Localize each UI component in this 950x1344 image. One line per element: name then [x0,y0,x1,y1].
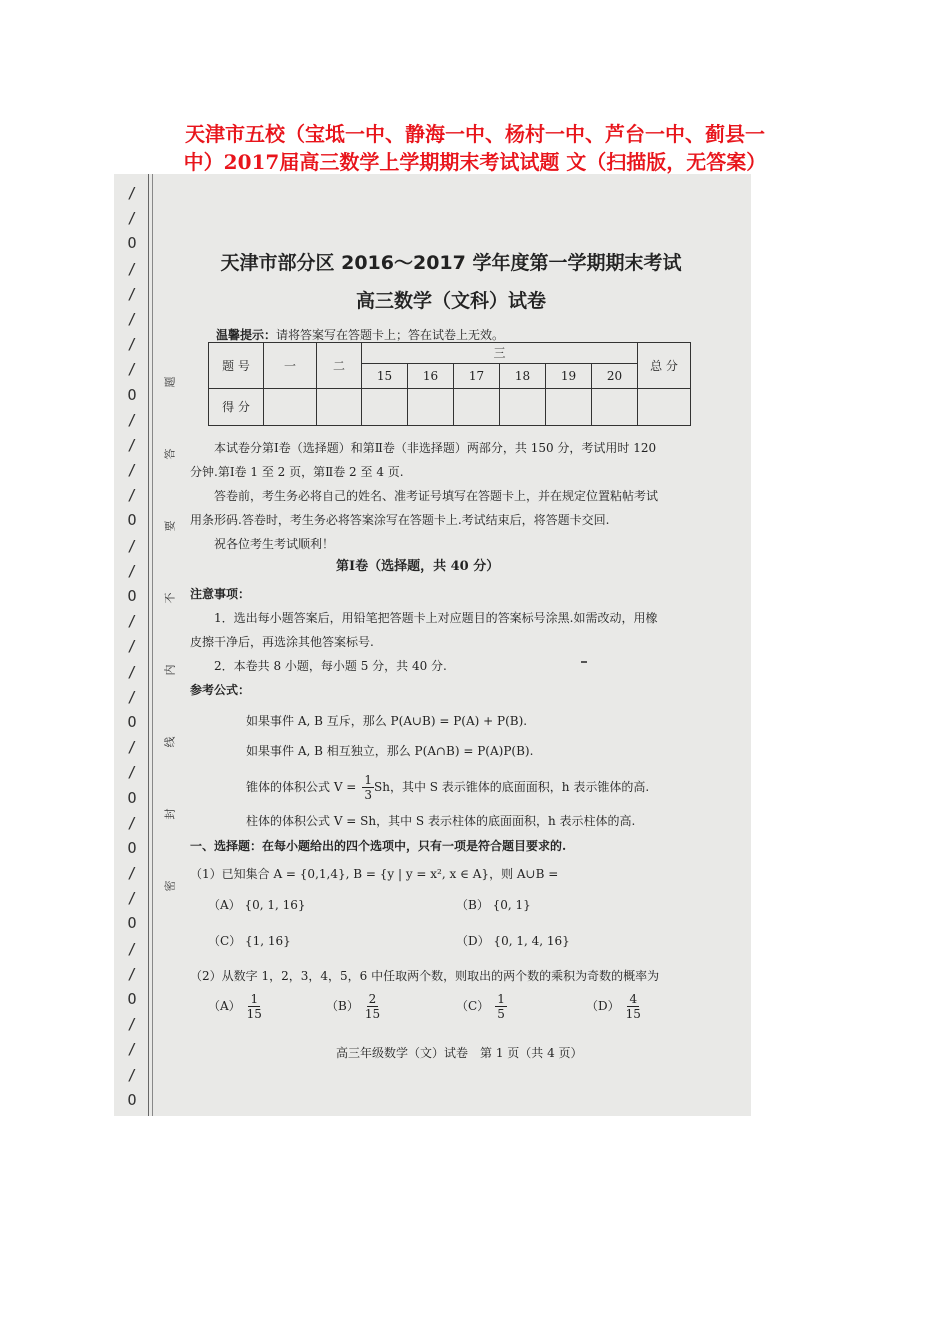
option-label: （B） [326,999,359,1013]
section-heading: 第Ⅰ卷（选择题，共 40 分） [336,559,500,574]
binding-label: 线 [163,736,176,748]
binding-strip [120,184,144,1109]
document-title [60,120,890,176]
option-fraction [247,992,262,1021]
binding-mark: O [127,385,137,404]
score-row1-label: 题 号 [209,343,264,389]
q2-option-a [208,992,262,1021]
intro-line: 分钟.第Ⅰ卷 1 至 2 页，第Ⅱ卷 2 至 4 页. [190,465,404,479]
binding-mark: / [127,1015,137,1034]
score-cell [317,389,362,426]
binding-mark: / [127,763,137,782]
binding-mark: / [127,335,137,354]
score-cell [638,389,691,426]
fraction-one-third [362,773,374,802]
binding-mark: / [127,410,137,429]
note-line: 1．选出每小题答案后，用铅笔把答题卡上对应题目的答案标号涂黑.如需改动，用橡 [214,611,658,625]
q2-option-d [586,992,641,1021]
score-cell [264,389,317,426]
binding-mark: / [127,435,137,454]
note-line: 皮擦干净后，再选涂其他答案标号. [190,635,374,649]
score-sub-col: 16 [408,364,454,389]
q1-option-b: （B） {0, 1} [456,898,531,912]
option-fraction [365,992,380,1021]
binding-mark: O [127,712,137,731]
score-sub-col: 17 [454,364,500,389]
formula-3-pre: 锥体的体积公式 V = [246,780,357,794]
score-cell [592,389,638,426]
formula-line [246,772,716,802]
intro-line: 祝各位考生考试顺利！ [214,537,335,551]
formula-title: 参考公式： [190,683,251,697]
q2-option-c [456,992,507,1021]
q1-option-d: （D） {0, 1, 4, 16} [456,934,570,948]
fraction-denominator: 3 [364,788,372,802]
question-2: （2）从数字 1，2，3，4，5，6 中任取两个数，则取出的两个数的乘积为奇数的概率为 [190,969,660,983]
binding-mark: / [127,184,137,202]
formula-line: 如果事件 A, B 互斥，那么 P(A∪B) = P(A) + P(B). [246,714,528,728]
fraction-numerator: 1 [364,773,372,787]
binding-mark: / [127,284,137,303]
binding-mark: / [127,461,137,480]
fraction-numerator: 1 [497,992,505,1006]
q1-option-c: （C） {1, 16} [208,934,291,948]
binding-mark: O [127,788,137,807]
title-line-1: 天津市五校（宝坻一中、静海一中、杨村一中、芦台一中、蓟县一 [185,122,765,146]
title-line-2: 中）2017届高三数学上学期期末考试试题 文（扫描版，无答案） [183,150,767,174]
page-footer: 高三年级数学（文）试卷 第 1 页（共 4 页） [336,1046,583,1060]
option-fraction [495,992,507,1021]
binding-mark: / [127,259,137,278]
binding-mark: / [127,889,137,908]
fraction-denominator: 15 [364,1007,381,1021]
binding-label: 密 [163,880,176,892]
binding-mark: O [127,838,137,857]
binding-label: 答 [163,448,176,460]
binding-mark: / [127,1065,137,1084]
binding-mark: / [127,1040,137,1059]
binding-mark: O [127,990,137,1008]
score-row2-label: 得 分 [209,389,264,426]
binding-mark: / [127,813,137,832]
question-1: （1）已知集合 A = {0,1,4}, B = {y | y = x², x ∈ A}，则 A∪B = [190,867,559,881]
fraction-numerator: 2 [368,992,377,1006]
option-label: （D） [586,999,620,1013]
binding-mark: / [127,637,137,656]
score-col-3: 三 [362,343,638,364]
binding-line-inner [152,174,153,1116]
question-section: 一、选择题：在每小题给出的四个选项中，只有一项是符合题目要求的. [190,839,567,853]
notes-title: 注意事项： [190,587,251,601]
intro-block [190,436,710,556]
score-sub-col: 20 [592,364,638,389]
exam-subtitle: 高三数学（文科）试卷 [355,290,546,312]
score-table [208,342,691,426]
binding-line [148,174,149,1116]
binding-mark: O [127,914,137,933]
binding-label: 题 [163,376,176,388]
exam-title: 天津市部分区 2016～2017 学年度第一学期期末考试 [220,252,682,274]
binding-mark: / [127,687,137,706]
fraction-denominator: 15 [246,1007,262,1021]
fraction-denominator: 15 [625,1007,641,1021]
tip-label: 温馨提示： [216,328,277,342]
binding-label: 不 [163,592,176,604]
option-label: （A） [208,999,241,1013]
score-col-1: 一 [264,343,317,389]
binding-mark: O [127,511,137,530]
binding-mark: / [127,612,137,631]
binding-mark: / [127,209,137,228]
score-total: 总 分 [638,343,691,389]
score-cell [362,389,408,426]
score-cell [454,389,500,426]
scanned-exam-page [114,174,751,1116]
score-col-2: 二 [317,343,362,389]
binding-mark: / [127,738,137,757]
fraction-denominator: 5 [497,1007,505,1021]
option-fraction [626,992,641,1021]
binding-mark: O [127,1090,137,1109]
binding-mark: / [127,309,137,328]
formula-line: 如果事件 A, B 相互独立，那么 P(A∩B) = P(A)P(B). [246,744,534,758]
binding-mark: / [127,360,137,379]
binding-labels [158,374,180,894]
option-label: （C） [456,999,490,1013]
binding-mark: / [127,662,137,681]
note-line: 2．本卷共 8 小题，每小题 5 分，共 40 分. [214,659,447,673]
binding-mark: / [127,536,137,555]
formula-block [246,706,716,836]
binding-mark: / [127,939,137,958]
score-cell [500,389,546,426]
intro-line: 用条形码.答卷时，考生务必将答案涂写在答题卡上.考试结束后，将答题卡交回. [190,513,610,527]
fraction-numerator: 1 [250,992,259,1006]
scan-mark [581,661,587,663]
binding-mark: O [127,587,137,605]
fraction-numerator: 4 [629,992,638,1006]
score-cell [408,389,454,426]
formula-3-post: Sh，其中 S 表示锥体的底面面积，h 表示锥体的高. [374,780,650,794]
binding-mark: / [127,486,137,505]
tip-text: 请将答案写在答题卡上；答在试卷上无效。 [276,328,505,342]
binding-label: 封 [163,808,176,820]
score-sub-col: 18 [500,364,546,389]
score-cell [546,389,592,426]
formula-line: 柱体的体积公式 V = Sh，其中 S 表示柱体的底面面积，h 表示柱体的高. [246,814,636,828]
binding-label: 要 [163,520,176,532]
binding-mark: / [127,964,137,983]
q2-option-b [326,992,380,1021]
binding-mark: O [127,234,137,253]
intro-line: 本试卷分第Ⅰ卷（选择题）和第Ⅱ卷（非选择题）两部分，共 150 分，考试用时 120 [214,441,657,455]
notes-block [190,582,710,702]
q1-option-a: （A） {0, 1, 16} [208,898,306,912]
binding-mark: / [127,864,137,883]
binding-label: 内 [163,664,176,676]
intro-line: 答卷前，考生务必将自己的姓名、准考证号填写在答题卡上，并在规定位置粘帖考试 [214,489,659,503]
binding-mark: / [127,561,137,580]
score-sub-col: 15 [362,364,408,389]
score-sub-col: 19 [546,364,592,389]
exam-page [186,174,746,1116]
